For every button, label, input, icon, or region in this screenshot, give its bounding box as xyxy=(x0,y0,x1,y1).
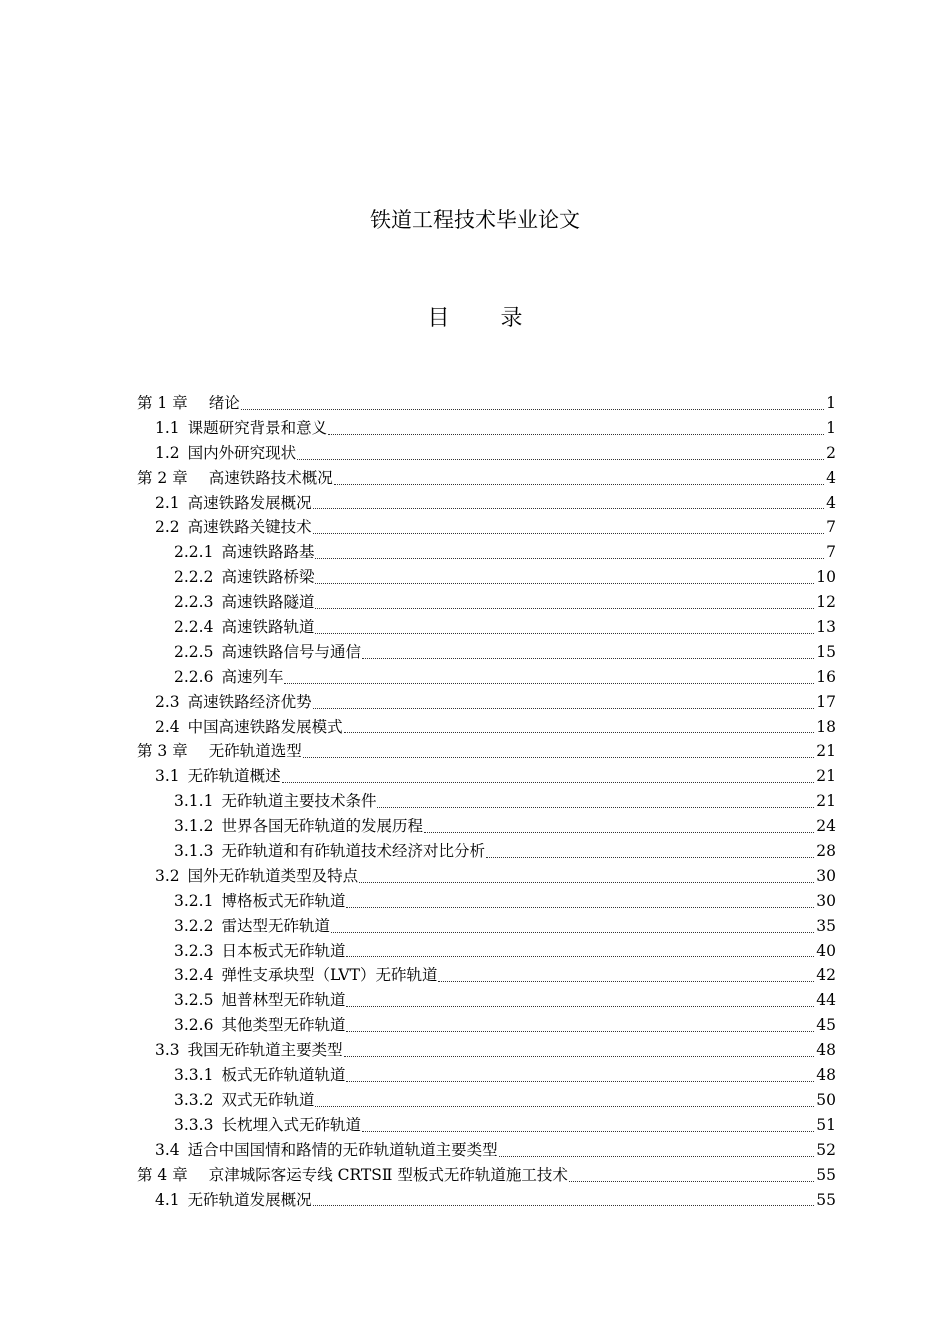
toc-dot-leader xyxy=(346,1080,814,1082)
toc-entry[interactable] xyxy=(137,988,836,1013)
toc-entry[interactable] xyxy=(137,1163,836,1188)
toc-entry[interactable] xyxy=(137,1113,836,1138)
toc-entry-number: 1.1 xyxy=(155,418,180,437)
toc-entry-page-number: 30 xyxy=(816,891,836,910)
toc-entry-number: 3.3.2 xyxy=(174,1090,214,1109)
toc-entry[interactable] xyxy=(137,939,836,964)
toc-entry[interactable] xyxy=(137,914,836,939)
toc-entry[interactable] xyxy=(137,466,836,491)
toc-entry-page-number: 18 xyxy=(816,717,836,736)
toc-entry-title: 无砟轨道概述 xyxy=(187,767,281,786)
toc-dot-leader xyxy=(297,458,824,460)
toc-entry-page-number: 4 xyxy=(826,468,836,487)
toc-entry-number: 2.2.2 xyxy=(174,568,214,587)
toc-entry-page-number: 35 xyxy=(816,916,836,935)
toc-entry-page-number: 1 xyxy=(826,394,836,412)
toc-entry-number: 2.2.4 xyxy=(174,618,214,637)
toc-entry-number: 2.2.6 xyxy=(174,667,214,686)
toc-dot-leader xyxy=(334,483,824,485)
toc-entry[interactable] xyxy=(137,814,836,839)
toc-entry-page-number: 12 xyxy=(816,593,836,612)
toc-dot-leader xyxy=(313,1204,815,1206)
toc-dot-leader xyxy=(315,1105,814,1107)
toc-dot-leader xyxy=(328,433,824,435)
toc-dot-leader xyxy=(315,557,824,559)
toc-entry-number: 2.4 xyxy=(155,717,180,736)
toc-entry-title: 国外无砟轨道类型及特点 xyxy=(187,866,359,885)
toc-entry-title: 课题研究背景和意义 xyxy=(187,418,328,437)
toc-dot-leader xyxy=(344,1055,815,1057)
toc-dot-leader xyxy=(362,1130,814,1132)
toc-entry-title: 高速铁路关键技术 xyxy=(187,518,312,537)
toc-dot-leader xyxy=(346,1030,814,1032)
toc-dot-leader xyxy=(346,1005,814,1007)
toc-entry-page-number: 50 xyxy=(816,1090,836,1109)
toc-entry-number: 第 4 章 xyxy=(137,1165,188,1184)
table-of-contents xyxy=(137,391,836,1212)
toc-entry-number: 3.1.3 xyxy=(174,842,214,861)
toc-entry[interactable] xyxy=(137,764,836,789)
toc-entry-page-number: 48 xyxy=(816,1041,836,1060)
toc-dot-leader xyxy=(331,931,814,933)
toc-dot-leader xyxy=(359,881,814,883)
toc-entry-page-number: 51 xyxy=(816,1115,836,1134)
toc-entry-number: 3.3.3 xyxy=(174,1115,214,1134)
toc-entry[interactable] xyxy=(137,864,836,889)
toc-dot-leader xyxy=(362,657,814,659)
toc-dot-leader xyxy=(346,906,814,908)
toc-dot-leader xyxy=(313,707,815,709)
toc-entry-number: 2.2 xyxy=(155,518,180,537)
toc-entry[interactable] xyxy=(137,540,836,565)
toc-entry-page-number: 42 xyxy=(816,966,836,985)
toc-entry-page-number: 4 xyxy=(826,493,836,512)
toc-entry-title: 高速列车 xyxy=(221,667,284,686)
toc-entry-number: 4.1 xyxy=(155,1190,180,1209)
toc-entry[interactable] xyxy=(137,565,836,590)
toc-entry-page-number: 13 xyxy=(816,618,836,637)
toc-dot-leader xyxy=(303,756,815,758)
toc-entry-page-number: 21 xyxy=(816,767,836,786)
toc-entry-title: 适合中国国情和路情的无砟轨道轨道主要类型 xyxy=(187,1140,498,1159)
toc-dot-leader xyxy=(569,1180,814,1182)
toc-entry[interactable] xyxy=(137,739,836,764)
toc-entry-number: 2.2.1 xyxy=(174,543,214,562)
toc-entry[interactable] xyxy=(137,391,836,416)
toc-entry-title: 弹性支承块型（LVT）无砟轨道 xyxy=(221,966,438,985)
toc-entry[interactable] xyxy=(137,963,836,988)
toc-entry-page-number: 28 xyxy=(816,842,836,861)
toc-entry-title: 无砟轨道和有砟轨道技术经济对比分析 xyxy=(221,842,485,861)
toc-entry-title: 世界各国无砟轨道的发展历程 xyxy=(221,817,423,836)
toc-entry-number: 3.3.1 xyxy=(174,1066,214,1085)
toc-entry[interactable] xyxy=(137,839,836,864)
toc-entry[interactable] xyxy=(137,1138,836,1163)
toc-entry[interactable] xyxy=(137,1013,836,1038)
toc-entry[interactable] xyxy=(137,615,836,640)
toc-entry[interactable] xyxy=(137,491,836,516)
toc-entry[interactable] xyxy=(137,590,836,615)
toc-dot-leader xyxy=(315,607,814,609)
document-title: 铁道工程技术毕业论文 xyxy=(370,208,580,232)
toc-entry[interactable] xyxy=(137,715,836,740)
toc-entry-page-number: 21 xyxy=(816,742,836,761)
toc-entry[interactable] xyxy=(137,640,836,665)
toc-dot-leader xyxy=(315,582,814,584)
toc-entry-number: 3.1 xyxy=(155,767,180,786)
toc-entry-number: 2.1 xyxy=(155,493,180,512)
toc-entry-number: 第 3 章 xyxy=(137,742,188,761)
toc-entry-title: 京津城际客运专线 CRTSⅡ 型板式无砟轨道施工技术 xyxy=(208,1165,568,1184)
toc-entry-number: 第 1 章 xyxy=(137,394,188,412)
toc-entry-title: 高速铁路桥梁 xyxy=(221,568,315,587)
toc-entry-page-number: 55 xyxy=(816,1165,836,1184)
toc-entry-title: 无砟轨道选型 xyxy=(208,742,302,761)
toc-dot-leader xyxy=(438,980,814,982)
toc-entry-page-number: 17 xyxy=(816,692,836,711)
toc-entry-title: 双式无砟轨道 xyxy=(221,1090,315,1109)
toc-entry[interactable] xyxy=(137,665,836,690)
toc-entry-number: 3.2.1 xyxy=(174,891,214,910)
toc-entry-page-number: 48 xyxy=(816,1066,836,1085)
toc-entry-page-number: 30 xyxy=(816,866,836,885)
toc-dot-leader xyxy=(346,955,814,957)
toc-entry-number: 3.2.5 xyxy=(174,991,214,1010)
toc-entry-page-number: 55 xyxy=(816,1190,836,1209)
toc-entry-title: 高速铁路隧道 xyxy=(221,593,315,612)
toc-entry-title: 旭普林型无砟轨道 xyxy=(221,991,346,1010)
toc-entry-number: 3.1.1 xyxy=(174,792,214,811)
toc-entry-page-number: 21 xyxy=(816,792,836,811)
toc-entry-page-number: 44 xyxy=(816,991,836,1010)
toc-entry-page-number: 10 xyxy=(816,568,836,587)
toc-entry-page-number: 52 xyxy=(816,1140,836,1159)
toc-entry-page-number: 40 xyxy=(816,941,836,960)
toc-entry-title: 板式无砟轨道轨道 xyxy=(221,1066,346,1085)
toc-entry-title: 中国高速铁路发展模式 xyxy=(187,717,343,736)
toc-entry-title: 高速铁路路基 xyxy=(221,543,315,562)
toc-entry-title: 我国无砟轨道主要类型 xyxy=(187,1041,343,1060)
toc-entry[interactable] xyxy=(137,889,836,914)
toc-dot-leader xyxy=(241,408,824,410)
toc-dot-leader xyxy=(313,532,824,534)
toc-dot-leader xyxy=(344,731,815,733)
toc-entry-page-number: 15 xyxy=(816,642,836,661)
toc-entry-number: 3.2.4 xyxy=(174,966,214,985)
toc-entry-number: 2.2.3 xyxy=(174,593,214,612)
toc-entry-title: 无砟轨道发展概况 xyxy=(187,1190,312,1209)
toc-entry-number: 3.2.2 xyxy=(174,916,214,935)
toc-entry-number: 3.3 xyxy=(155,1041,180,1060)
toc-entry[interactable] xyxy=(137,441,836,466)
toc-entry-title: 高速铁路技术概况 xyxy=(208,468,333,487)
toc-dot-leader xyxy=(315,632,814,634)
toc-entry-number: 2.3 xyxy=(155,692,180,711)
toc-entry-page-number: 24 xyxy=(816,817,836,836)
toc-entry-title: 高速铁路轨道 xyxy=(221,618,315,637)
toc-entry-number: 1.2 xyxy=(155,443,180,462)
toc-dot-leader xyxy=(377,806,814,808)
toc-entry-title: 国内外研究现状 xyxy=(187,443,297,462)
toc-entry-number: 3.2.6 xyxy=(174,1016,214,1035)
toc-entry-title: 高速铁路经济优势 xyxy=(187,692,312,711)
toc-dot-leader xyxy=(499,1155,815,1157)
toc-entry-title: 高速铁路信号与通信 xyxy=(221,642,361,661)
toc-entry-page-number: 7 xyxy=(826,518,836,537)
toc-dot-leader xyxy=(313,507,824,509)
toc-dot-leader xyxy=(424,831,814,833)
toc-dot-leader xyxy=(284,682,814,684)
toc-entry[interactable] xyxy=(137,1063,836,1088)
toc-heading: 目 录 xyxy=(427,306,545,331)
toc-entry[interactable] xyxy=(137,690,836,715)
toc-entry-number: 3.4 xyxy=(155,1140,180,1159)
toc-entry-title: 日本板式无砟轨道 xyxy=(221,941,346,960)
toc-dot-leader xyxy=(486,856,814,858)
toc-entry-page-number: 16 xyxy=(816,667,836,686)
toc-entry-title: 博格板式无砟轨道 xyxy=(221,891,346,910)
toc-entry-number: 3.2.3 xyxy=(174,941,214,960)
toc-entry-title: 长枕埋入式无砟轨道 xyxy=(221,1115,361,1134)
toc-entry-number: 2.2.5 xyxy=(174,642,214,661)
toc-entry-page-number: 2 xyxy=(826,443,836,462)
toc-entry-page-number: 7 xyxy=(826,543,836,562)
toc-entry-page-number: 45 xyxy=(816,1016,836,1035)
toc-entry[interactable] xyxy=(137,1188,836,1213)
toc-entry-number: 3.2 xyxy=(155,866,180,885)
toc-entry[interactable] xyxy=(137,789,836,814)
toc-entry-number: 3.1.2 xyxy=(174,817,214,836)
toc-entry-title: 雷达型无砟轨道 xyxy=(221,916,330,935)
toc-entry-title: 高速铁路发展概况 xyxy=(187,493,312,512)
toc-entry[interactable] xyxy=(137,1088,836,1113)
toc-entry-number: 第 2 章 xyxy=(137,468,188,487)
toc-entry-page-number: 1 xyxy=(826,418,836,437)
toc-entry[interactable] xyxy=(137,515,836,540)
toc-entry-title: 绪论 xyxy=(208,394,240,412)
toc-entry[interactable] xyxy=(137,416,836,441)
toc-entry[interactable] xyxy=(137,1038,836,1063)
toc-dot-leader xyxy=(282,781,815,783)
toc-entry-title: 无砟轨道主要技术条件 xyxy=(221,792,377,811)
toc-entry-title: 其他类型无砟轨道 xyxy=(221,1016,346,1035)
